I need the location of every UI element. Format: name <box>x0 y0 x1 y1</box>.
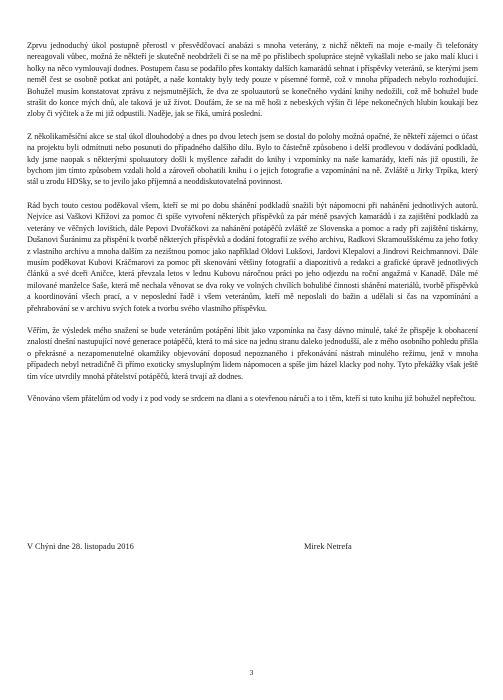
place-date: V Chýni dne 28. listopadu 2016 <box>27 542 134 551</box>
document-body <box>27 40 478 415</box>
paragraph-5: Věnováno všem přátelům od vody i z pod vody se srdcem na dlani a s otevřenou náručí a to i těm, kteří si tuto knihu již bohužel nepřečtou. <box>27 393 476 403</box>
paragraph-2: Z několikaměsíční akce se stal úkol dlouhodobý a dnes po dvou letech jsem se dostal do polohy možná opačné, že někteří zájemci o účast na projektu byli odmítnuti nebo posunuti do případného dalšího dílu. Bylo to částečně způsobeno i delší prodlevou v dodávání podkladů, kdy jsme naopak s některými spoluautory došli k myšlence zařadit do knihy i vzpomínky na naše kamarády, kteří nás již opustili, že bychom jim tímto způsobem vzdali hold a zároveň obohatili knihu i o jejich fotografie a vzpomínání na ně. Zvláště u Jirky Trpíka, který stál u zrodu HDSky, se to jevilo jako příjemná a neoddiskutovatelná povinnost. <box>27 131 478 187</box>
page-number: 3 <box>249 668 254 677</box>
paragraph-4: Věřím, že výsledek mého snažení se bude veteránům potápění líbit jako vzpomínka na časy dávno minulé, také že přispěje k obohacení znalostí dnešní nastupující nové generace potápěčů, která to má sice na jednu stranu daleko jednodušší, ale z mého osobního pohledu přišla o překrásné a nezapomenutelné okamžiky objevování doposud nepoznaného i překonávání nástrah minulého režimu, jenž v mnoha případech nebyl netradičně či přímo exoticky smysluplným lidem nápomocen a spíše jim házel klacky pod nohy. Tyto překážky však ještě tím více utvrdily mnohá přátelství potápěčů, která trvají až dodnes. <box>27 325 478 381</box>
author-name: Mirek Netrefa <box>304 542 352 551</box>
paragraph-3: Rád bych touto cestou poděkoval všem, kteří se mi po dobu shánění podkladů snažili být nápomocni při nahánění jednotlivých autorů. Nejvíce asi Vaškovi Křížovi za pomoc či spíše vytvoření některých příspěvků za pár méně psavých kamarádů i za zajištění podkladů za veterány ve věčných lovištích, dále Pepovi Dvořáčkovi za nahánění potápěčů zvláště ze Slovenska a pomoc a rady při zajištění tiskárny, Dušanovi Šuránimu za přispění k tvorbě některých příspěvků a dodání fotografií ze svého archivu, Radkovi Skramouššskému za jeho fotky z vlastního archivu a mnoha dalším za nezištnou pomoc jako například Oldovi Lukšovi, Jardovi Klepalovi a Jindrovi Reichmannovi. Dále musím poděkovat Kubovi Kráčmarovi za pomoc při skenování většiny fotografií a diapozitivů a redakci a grafické úpravě jednotlivých článků a své dceři Aničce, která převzala letos v lednu Kubovu náročnou práci po jeho odjezdu na roční angažmá v Kanadě. Dále mé milované manželce Saše, která mě nechala věnovat se dva roky ve volných chvílích bohulibé činnosti shánění materiálů, tvorbě příspěvků a koordinování všech prací, a v neposlední řadě i všem veteránům, kteří mě neposlali do bažin a udělali si čas na vzpomínání a přehrabování se v archivu svých fotek a tvorbu svého vlastního příspěvku. <box>27 200 478 313</box>
signature-row <box>27 542 478 556</box>
paragraph-1: Zprvu jednoduchý úkol postupně přerostl v přesvědčovací anabázi s mnoha veterány, z nichž někteří na moje e-maily či telefonáty nereagovali vůbec, možná že někteří je skutečně neobdrželi či se na mě po příslibech spolupráce stejně vykašlali nebo se jako malí kluci i holky na něco vymlouvají dodnes. Postupem času se podařilo přes kontakty dalších kamarádů sehnat i příspěvky veteránů, se kterými jsem neměl čest se osobně potkat ani potápět, a naše kontakty byly tedy pouze v písemné formě, což v mnoha případech nebylo rozhodující. Bohužel musím konstatovat zprávu z nejsmutnějších, že dva ze spoluautorů se konečného vydání knihy nedožili, což mě bohužel bude strašit do konce mých dnů, ale taková je už život. Doufám, že se na mě hoši z nebeských výšin či lépe nekonečných hlubin koukají bez zloby či výčitek a že mi již odpustili. Naděje, jak se říká, umírá poslední. <box>27 41 478 119</box>
